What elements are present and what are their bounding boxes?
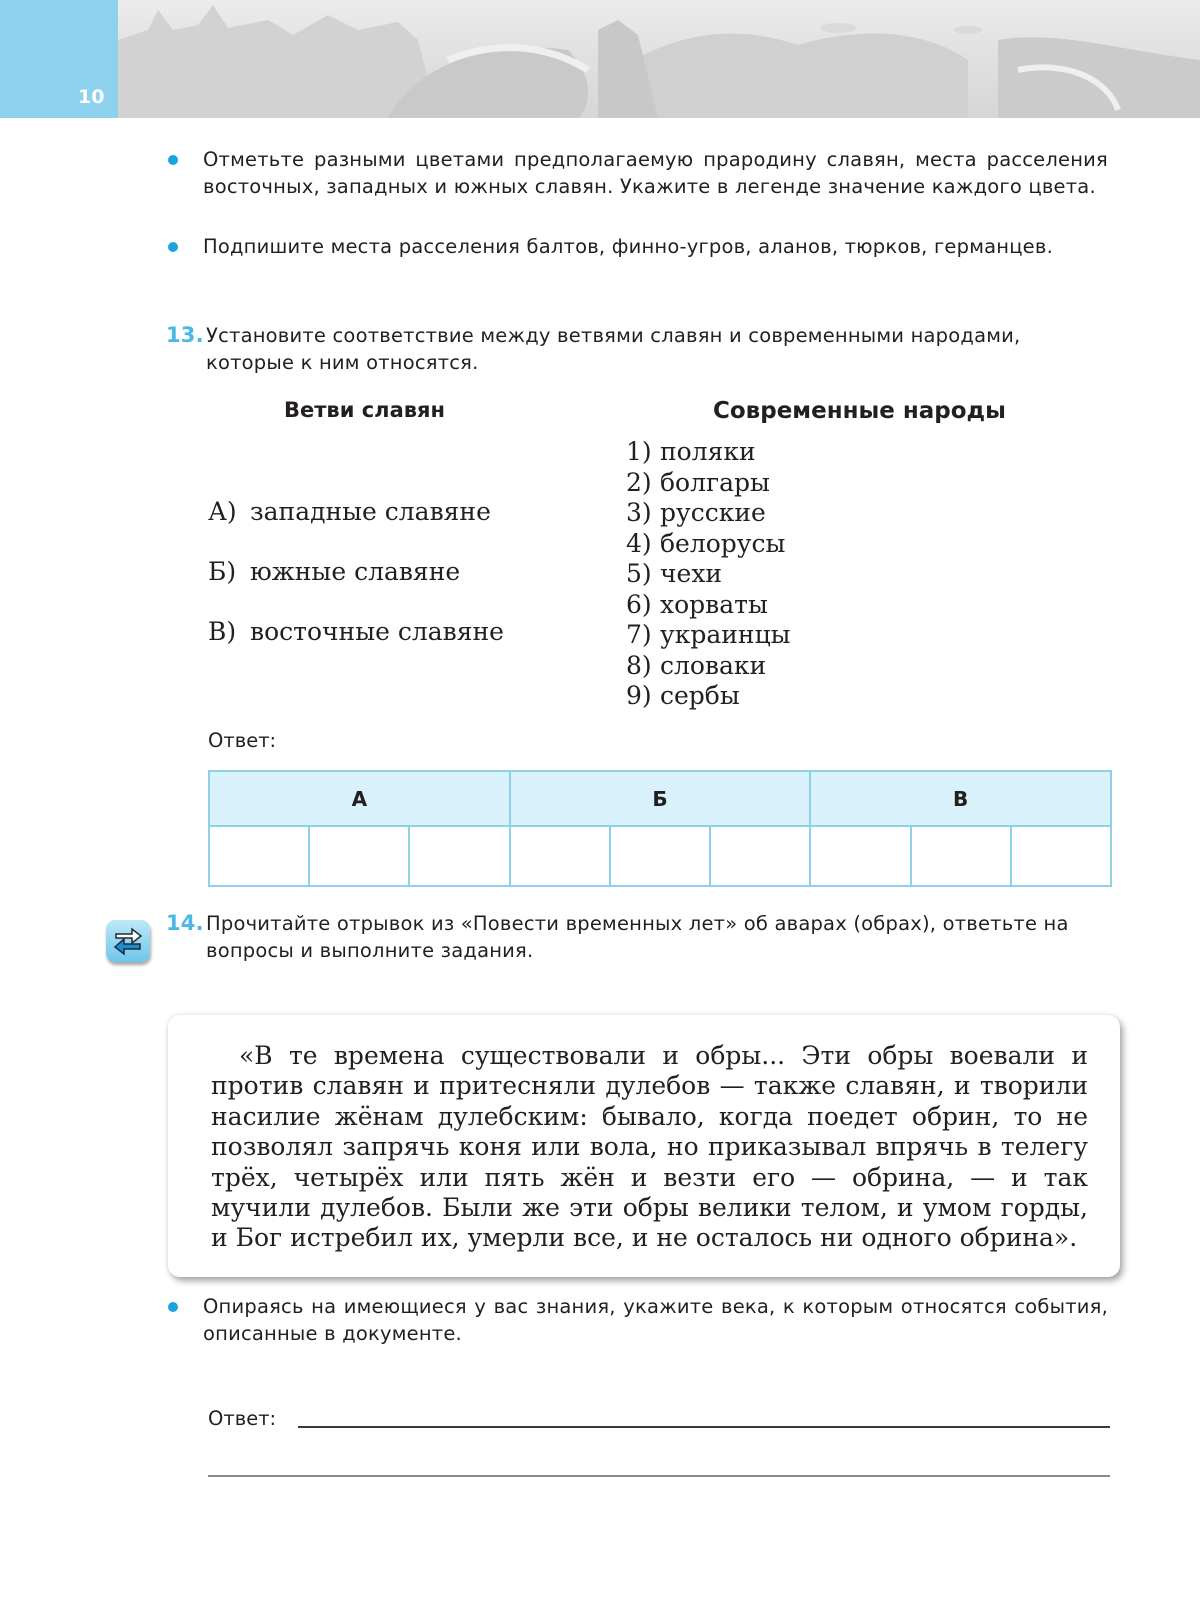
task-number: 13.: [166, 323, 204, 347]
answer-cell[interactable]: [309, 826, 409, 886]
column-title-peoples: Современные народы: [713, 398, 1006, 424]
branch-label: восточные славяне: [250, 617, 504, 646]
instruction-text: Отметьте разными цветами предполагаемую прародину славян, места расселения восточных, западных и южных славян. Укажите в легенде значение каждого цвета.: [203, 148, 1108, 198]
page-number: 10: [78, 86, 105, 108]
source-quote-box: [168, 1015, 1120, 1277]
people-item: 9) сербы: [626, 681, 740, 710]
question-text: Опираясь на имеющиеся у вас знания, укажите века, к которым относятся события, описанные в документе.: [203, 1295, 1108, 1345]
answer-line-extra[interactable]: [208, 1475, 1110, 1477]
answer-cell[interactable]: [209, 826, 309, 886]
answer-label: Ответ:: [208, 729, 277, 752]
page-number-tab: [0, 0, 118, 118]
answer-table-header: [209, 771, 1111, 826]
peoples-list: [626, 437, 791, 712]
task-text: Установите соответствие между ветвями славян и современными народами, которые к ним относятся.: [206, 324, 1021, 374]
source-quote-text: «В те времена существовали и обры... Эти обры воевали и против славян и притесняли дулебов — также славян, и творили насилие жёнам дулебским: бывало, когда поедет обрин, то не позволял запрячь коня или вола, но приказывал впрячь в телегу трёх, четырёх или пять жён и везти его — обрина, — и так мучили дулебов. Были же эти обры велики телом, и умом горды, и Бог истребил их, умерли все, и не осталось ни одного обрина».: [211, 1041, 1088, 1253]
people-item: 8) словаки: [626, 650, 767, 680]
branch-label: западные славяне: [250, 497, 491, 526]
branch-item: [208, 497, 491, 526]
branch-item: [208, 617, 504, 646]
people-item: 1) поляки: [626, 437, 756, 466]
answer-cell[interactable]: [409, 826, 509, 886]
answer-label: Ответ:: [208, 1407, 277, 1430]
header-banner-image: [118, 0, 1200, 118]
answer-table-row: [209, 826, 1111, 886]
people-item: 6) хорваты: [626, 589, 768, 619]
task-number: 14.: [166, 911, 204, 935]
banner-illustration: [118, 0, 1200, 118]
branch-label: южные славяне: [250, 557, 461, 586]
answer-cell[interactable]: [710, 826, 810, 886]
task-14: [166, 910, 1110, 964]
header-cell-v: В: [810, 771, 1111, 826]
answer-cell[interactable]: [1011, 826, 1111, 886]
page-header: [0, 0, 1200, 118]
people-item: 4) белорусы: [626, 528, 786, 558]
task-text: Прочитайте отрывок из «Повести временных лет» об аварах (обрах), ответьте на вопросы и выполните задания.: [206, 912, 1069, 962]
instruction-text: Подпишите места расселения балтов, финно-угров, аланов, тюрков, германцев.: [203, 235, 1053, 258]
answer-cell[interactable]: [810, 826, 910, 886]
people-item: 7) украинцы: [626, 620, 791, 649]
instruction-bullet: [168, 233, 1108, 260]
people-item: 3) русские: [626, 498, 766, 527]
answer-cell[interactable]: [610, 826, 710, 886]
people-item: 5) чехи: [626, 559, 723, 588]
branch-letter: Б): [208, 557, 237, 586]
answer-line[interactable]: [298, 1426, 1110, 1428]
people-item: 2) болгары: [626, 467, 770, 497]
answer-cell[interactable]: [911, 826, 1011, 886]
branch-letter: А): [208, 497, 237, 526]
bullet-icon: [168, 242, 178, 252]
answer-table: [208, 770, 1112, 887]
question-bullet: [168, 1293, 1108, 1347]
bullet-icon: [168, 155, 178, 165]
answer-cell[interactable]: [510, 826, 610, 886]
swap-arrows-icon: [106, 920, 150, 962]
instruction-bullet: [168, 146, 1108, 200]
branch-item: [208, 557, 460, 586]
branch-letter: В): [208, 617, 237, 646]
column-title-branches: Ветви славян: [284, 398, 446, 422]
bullet-icon: [168, 1302, 178, 1312]
task-13: [166, 322, 1110, 376]
header-cell-a: А: [209, 771, 510, 826]
header-cell-b: Б: [510, 771, 811, 826]
